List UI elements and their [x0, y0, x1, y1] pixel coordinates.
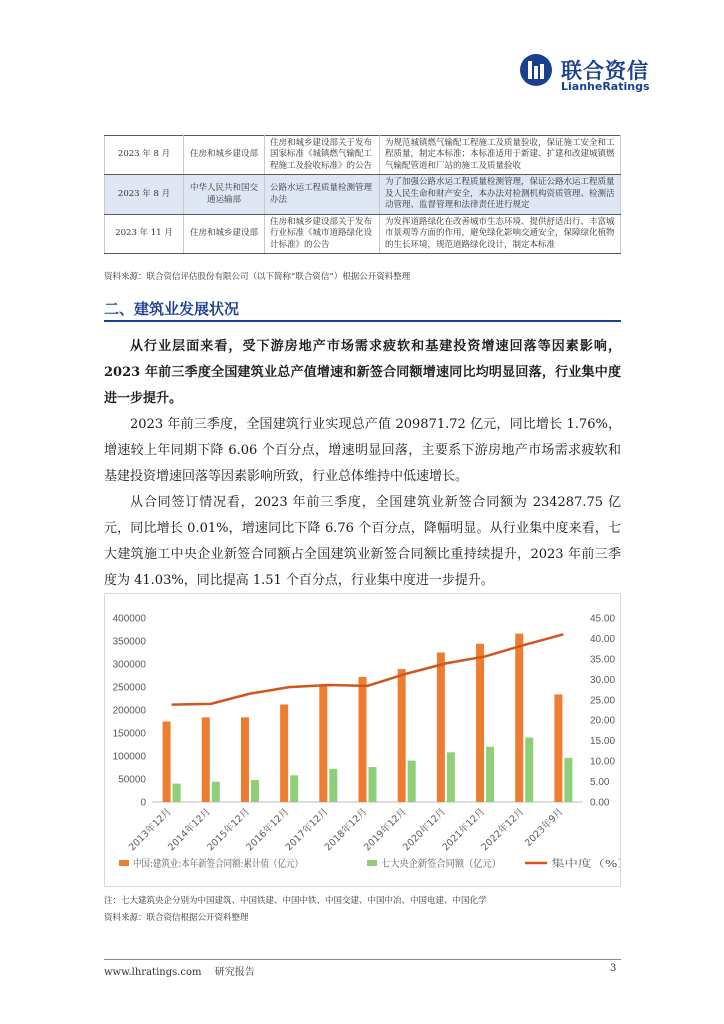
y-left-tick-label: 100000 — [112, 751, 146, 763]
cell-title: 住房和城乡建设部关于发布行业标准《城市道路绿化设计标准》的公告 — [265, 214, 380, 253]
bar-total-contracts — [163, 722, 171, 803]
footer-info — [104, 963, 255, 978]
table-row — [105, 175, 621, 214]
x-tick-label: 2022年12月 — [479, 806, 527, 854]
bar-central-soe-contracts — [251, 780, 259, 802]
bar-central-soe-contracts — [408, 761, 416, 802]
chart-source-note: 资料来源：联合资信根据公开资料整理 — [104, 913, 249, 923]
y-left-tick-label: 0 — [140, 797, 146, 809]
bar-total-contracts — [359, 677, 367, 802]
bar-total-contracts — [319, 685, 327, 802]
table-row — [105, 136, 621, 175]
x-tick-label: 2020年12月 — [401, 806, 448, 854]
y-left-tick-label: 400000 — [112, 613, 146, 625]
legend-swatch — [119, 860, 129, 866]
x-tick-label: 2018年12月 — [322, 806, 370, 854]
page-number: 3 — [610, 963, 617, 974]
y-left-tick-label: 200000 — [112, 705, 146, 717]
bar-total-contracts — [241, 717, 249, 802]
cell-purpose: 为规范城镇燃气输配工程施工及质量验收，保证施工安全和工程质量，制定本标准；本标准适用于新建、扩建和改建城镇燃气输配管道和厂站的施工及质量验收 — [380, 136, 621, 175]
bar-total-contracts — [515, 634, 523, 802]
cell-title: 住房和城乡建设部关于发布国家标准《城镇燃气输配工程施工及验收标准》的公告 — [265, 136, 380, 175]
cell-purpose: 为了加强公路水运工程质量检测管理，保证公路水运工程质量及人民生命和财产安全，本办法对检测机构资质管理、检测活动管理、监督管理和法律责任进行规定 — [380, 175, 621, 214]
x-tick-label: 2013年12月 — [126, 806, 174, 854]
chart-svg — [105, 594, 620, 886]
lianhe-logo-icon — [519, 53, 553, 87]
brand-name-cn: 联合资信 — [561, 59, 649, 83]
y-right-tick-label: 0.00 — [590, 797, 610, 809]
table-row — [105, 214, 621, 253]
bar-central-soe-contracts — [290, 775, 298, 802]
cell-purpose: 为发挥道路绿化在改善城市生态环境、提供舒适出行、丰富城市景观等方面的作用，避免绿化影响交通安全，保障绿化植物的生长环境，规范道路绿化设计，制定本标准 — [380, 214, 621, 253]
footer-divider — [104, 959, 621, 960]
section-title: 二、建筑业发展状况 — [104, 300, 240, 318]
y-right-tick-label: 20.00 — [590, 715, 616, 727]
x-tick-label: 2016年12月 — [244, 806, 292, 854]
y-right-tick-label: 30.00 — [590, 674, 616, 686]
cell-date: 2023 年 8 月 — [105, 136, 184, 175]
bar-total-contracts — [437, 653, 445, 803]
bar-central-soe-contracts — [369, 767, 377, 802]
x-tick-label: 2023年9月 — [522, 806, 566, 849]
cell-title: 公路水运工程质量检测管理办法 — [265, 175, 380, 214]
bar-central-soe-contracts — [173, 784, 181, 802]
y-left-tick-label: 50000 — [118, 774, 146, 786]
bar-central-soe-contracts — [329, 769, 337, 802]
y-left-tick-label: 350000 — [112, 636, 146, 648]
footer-website[interactable]: www.lhratings.com — [104, 967, 202, 978]
y-right-tick-label: 25.00 — [590, 695, 616, 707]
x-tick-label: 2021年12月 — [440, 806, 488, 854]
y-left-tick-label: 150000 — [112, 728, 146, 740]
legend-label: 集中度（%） — [551, 859, 611, 870]
legend-label: 中国:建筑业:本年新签合同额:累计值（亿元） — [133, 859, 334, 870]
regulation-table — [104, 135, 621, 254]
y-left-tick-label: 300000 — [112, 659, 146, 671]
legend-label: 七大央企新签合同额（亿元） — [381, 859, 511, 870]
brand-logo — [519, 53, 699, 93]
y-right-tick-label: 45.00 — [590, 613, 616, 625]
y-right-tick-label: 10.00 — [590, 756, 616, 768]
line-concentration — [172, 634, 564, 704]
bar-central-soe-contracts — [525, 738, 533, 802]
bar-central-soe-contracts — [564, 758, 572, 802]
cell-dept: 住房和城乡建设部 — [184, 136, 265, 175]
paragraph-contracts: 从合同签订情况看，2023 年前三季度，全国建筑业新签合同额为 234287.75 亿元，同比增长 0.01%，增速同比下降 6.76 个百分点，降幅明显。从行业集中度来看，七大建筑施工中央企业新签合同额占全国建筑业新签合同额比重持续提升，2023 年前三季度为 41.03%，同比提高 1.51 个百分点，行业集中度进一步提升。 — [104, 495, 621, 588]
bar-total-contracts — [476, 644, 484, 802]
bar-total-contracts — [202, 717, 210, 802]
contract-chart — [104, 593, 621, 887]
cell-date: 2023 年 11 月 — [105, 214, 184, 253]
y-right-tick-label: 40.00 — [590, 633, 616, 645]
body-text — [104, 334, 621, 594]
brand-name-en: LianheRatings — [561, 80, 650, 93]
cell-dept: 住房和城乡建设部 — [184, 214, 265, 253]
bar-central-soe-contracts — [486, 747, 494, 802]
y-right-tick-label: 5.00 — [590, 777, 610, 789]
legend-swatch — [367, 860, 377, 866]
section-divider — [104, 320, 621, 322]
bar-central-soe-contracts — [212, 782, 220, 802]
y-right-tick-label: 35.00 — [590, 654, 616, 666]
x-tick-label: 2019年12月 — [361, 806, 409, 854]
x-tick-label: 2015年12月 — [205, 806, 253, 854]
paragraph-output: 2023 年前三季度，全国建筑行业实现总产值 209871.72 亿元，同比增长 1.76%，增速较上年同期下降 6.06 个百分点，增速明显回落，主要系下游房地产市场需求疲软和基建投资增速回落等因素影响所致，行业总体维持中低速增长。 — [104, 417, 621, 484]
footer-doc-type: 研究报告 — [214, 967, 255, 978]
bar-total-contracts — [280, 704, 288, 802]
cell-date: 2023 年 8 月 — [105, 175, 184, 214]
lead-paragraph: 从行业层面来看，受下游房地产市场需求疲软和基建投资增速回落等因素影响，2023 年前三季度全国建筑业总产值增速和新签合同额增速同比均明显回落，行业集中度进一步提升。 — [104, 339, 621, 406]
x-tick-label: 2017年12月 — [283, 806, 331, 854]
table-source-note: 资料来源：联合资信评估股份有限公司（以下简称“联合资信”）根据公开资料整理 — [104, 272, 411, 282]
y-left-tick-label: 250000 — [112, 682, 146, 694]
bar-total-contracts — [398, 669, 406, 802]
x-tick-label: 2014年12月 — [166, 806, 213, 854]
bar-central-soe-contracts — [447, 752, 455, 802]
cell-dept: 中华人民共和国交通运输部 — [184, 175, 265, 214]
bar-total-contracts — [554, 694, 562, 802]
chart-note: 注：七大建筑央企分别为中国建筑、中国铁建、中国中铁、中国交建、中国中冶、中国电建、中国化学 — [104, 896, 487, 906]
y-right-tick-label: 15.00 — [590, 736, 616, 748]
